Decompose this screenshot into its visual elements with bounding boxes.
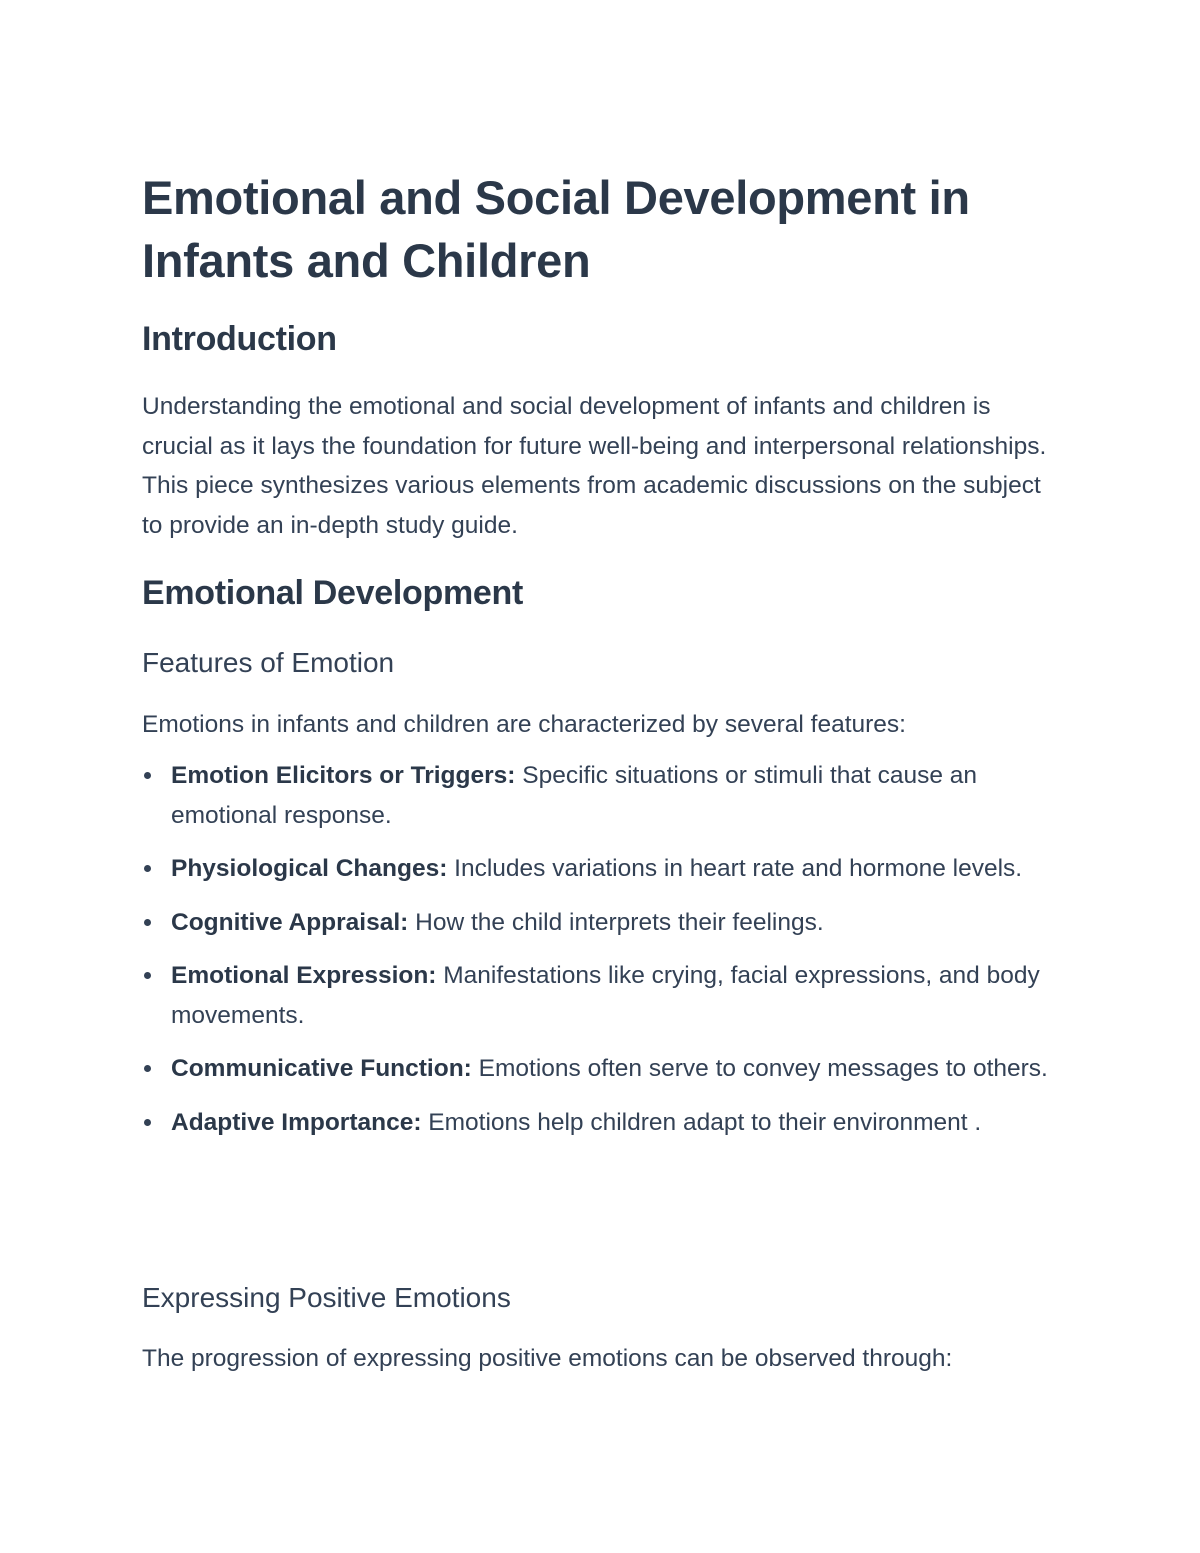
list-item-text: Emotions often serve to convey messages to others. xyxy=(471,1055,1048,1082)
list-item-term: Adaptive Importance: xyxy=(171,1108,422,1136)
list-item xyxy=(142,903,1052,943)
heading-introduction: Introduction xyxy=(142,320,337,358)
bullet-icon xyxy=(144,1119,151,1126)
heading-emotional-development: Emotional Development xyxy=(142,574,523,612)
list-item-text: Specific situations or stimuli that cause an emotional response. xyxy=(171,762,978,829)
features-intro-paragraph: Emotions in infants and children are characterized by several features: xyxy=(142,711,906,738)
list-item xyxy=(142,756,1052,835)
list-item xyxy=(142,849,1052,889)
positive-intro-paragraph: The progression of expressing positive emotions can be observed through: xyxy=(142,1345,953,1372)
bullet-icon xyxy=(144,1065,151,1072)
bullet-icon xyxy=(144,772,151,779)
list-item-text: Manifestations like crying, facial expressions, and body movements. xyxy=(171,962,1040,1029)
list-item-text: Includes variations in heart rate and hormone levels. xyxy=(447,855,1023,882)
list-item-text: Emotions help children adapt to their environment . xyxy=(421,1108,982,1136)
heading-expressing-positive-emotions: Expressing Positive Emotions xyxy=(142,1282,511,1313)
bullet-icon xyxy=(144,972,151,979)
list-item xyxy=(142,1049,1052,1089)
list-item xyxy=(142,956,1052,1035)
introduction-paragraph: Understanding the emotional and social development of infants and children is crucial as it lays the foundation for future well-being and interpersonal relationships. This piece synthesizes various elements from academic discussions on the subject to provide an in-depth study guide. xyxy=(142,393,1047,539)
bullet-icon xyxy=(144,865,151,872)
list-item-term: Physiological Changes: xyxy=(171,855,448,882)
list-item-text: How the child interprets their feelings. xyxy=(408,908,824,936)
list-item xyxy=(142,1103,1052,1143)
document-title: Emotional and Social Development in Infants and Children xyxy=(142,171,970,287)
list-item-term: Emotion Elicitors or Triggers: xyxy=(171,762,516,789)
bullet-icon xyxy=(144,919,151,926)
features-list xyxy=(142,756,1052,1156)
list-item-term: Communicative Function: xyxy=(171,1055,472,1082)
list-item-term: Emotional Expression: xyxy=(171,962,437,989)
heading-features-of-emotion: Features of Emotion xyxy=(142,647,395,678)
list-item-term: Cognitive Appraisal: xyxy=(171,908,409,936)
